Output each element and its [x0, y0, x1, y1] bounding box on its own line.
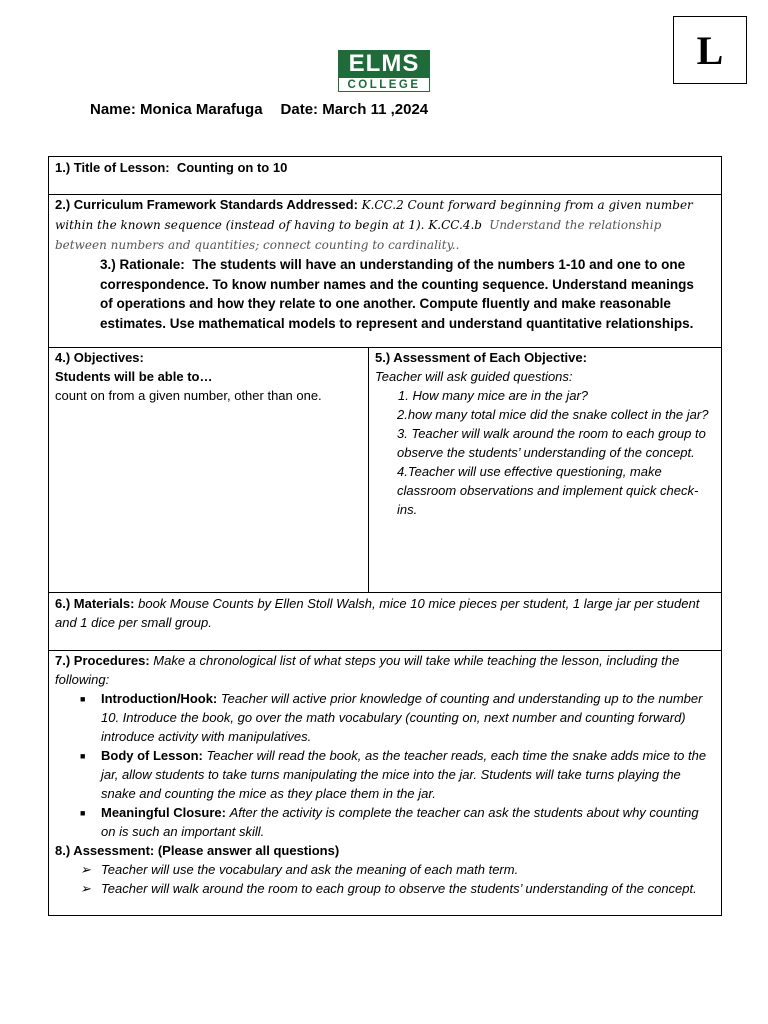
- procedures-cell: [49, 651, 721, 915]
- procedure-item: ■ Body of Lesson: Teacher will read the book, as the teacher reads, each time the snake adds mice to the jar, allow students to take turns manipulating the mice into the jar. Students will take turns playing the snake and counting the mice as they place them in the jar.: [80, 748, 707, 801]
- assessment-item: 1. How many mice are in the jar?: [398, 388, 589, 403]
- rationale-text: The students will have an understanding of the numbers 1-10 and one to one correspondence. To know number names and the counting sequence. Understand meanings of operations and how they relate to one another. Compute fluently and make reasonable estimates. Use mathematical models to represent and understand quantitative relationships.: [100, 257, 694, 331]
- title-value: Counting on to 10: [176, 160, 288, 175]
- assessment-label: 8.) Assessment: (Please answer all questions): [55, 843, 340, 858]
- title-label: 1.) Title of Lesson:: [55, 160, 170, 175]
- logo-bottom-text: COLLEGE: [338, 78, 430, 92]
- assessment-objective-label: 5.) Assessment of Each Objective:: [375, 350, 587, 365]
- rationale-label: 3.) Rationale:: [100, 257, 185, 272]
- square-bullet-icon: ■: [80, 808, 86, 818]
- procedures-intro: Make a chronological list of what steps you will take while teaching the lesson, including the following:: [55, 653, 680, 687]
- materials-cell: [49, 593, 721, 650]
- lesson-plan-table: [48, 156, 722, 916]
- standards-cell: [49, 195, 721, 347]
- corner-letter-box: L: [673, 16, 747, 84]
- materials-label: 6.) Materials:: [55, 596, 135, 611]
- materials-text: book Mouse Counts by Ellen Stoll Walsh, mice 10 mice pieces per student, 1 large jar per student and 1 dice per small group.: [55, 596, 700, 630]
- assessment-bullet: ➢ Teacher will walk around the room to each group to observe the students’ understanding of the concept.: [80, 881, 697, 896]
- standard-kcc2: K.CC.2 Count forward beginning from a given number within the known sequence (instead of having to begin at 1). K.CC.4.b: [55, 198, 693, 232]
- square-bullet-icon: ■: [80, 694, 86, 704]
- square-bullet-icon: ■: [80, 751, 86, 761]
- assessment-item: 3. Teacher will walk around the room to each group to observe the students’ understanding of the concept.: [397, 426, 706, 460]
- objectives-text: count on from a given number, other than one.: [55, 388, 322, 403]
- name-date-line: [90, 101, 428, 118]
- assessment-bullet: ➢ Teacher will use the vocabulary and ask the meaning of each math term.: [80, 862, 519, 877]
- procedures-label: 7.) Procedures:: [55, 653, 150, 668]
- assessment-intro: Teacher will ask guided questions:: [375, 369, 573, 384]
- title-of-lesson-cell: [49, 158, 721, 194]
- arrow-bullet-icon: ➢: [80, 862, 91, 877]
- objectives-label: 4.) Objectives:: [55, 350, 144, 365]
- lesson-date: Date: March 11 ,2024: [280, 101, 429, 118]
- logo-top-text: ELMS: [338, 50, 430, 78]
- assessment-item: 4.Teacher will use effective questioning, make classroom observations and implement quick check-ins.: [397, 464, 699, 517]
- procedure-item: ■ Meaningful Closure: After the activity is complete the teacher can ask the students about why counting on is such an important skill.: [80, 805, 699, 839]
- elms-college-logo: [338, 50, 430, 92]
- rationale: [55, 255, 715, 333]
- standards-label: 2.) Curriculum Framework Standards Addressed:: [55, 197, 358, 212]
- standard-kcc4b: Understand the relationship between numbers and quantities; connect counting to cardinality..: [55, 218, 662, 252]
- objectives-cell: [49, 348, 368, 592]
- student-name: Name: Monica Marafuga: [90, 101, 263, 118]
- arrow-bullet-icon: ➢: [80, 881, 91, 896]
- objectives-sub: Students will be able to…: [55, 369, 213, 384]
- assessment-item: 2.how many total mice did the snake collect in the jar?: [397, 407, 709, 422]
- assessment-objective-cell: [369, 348, 721, 592]
- procedure-item: ■ Introduction/Hook: Teacher will active prior knowledge of counting and understanding up to the number 10. Introduce the book, go over the math vocabulary (counting on, next number and counting forward) introduce activity with manipulatives.: [80, 691, 703, 744]
